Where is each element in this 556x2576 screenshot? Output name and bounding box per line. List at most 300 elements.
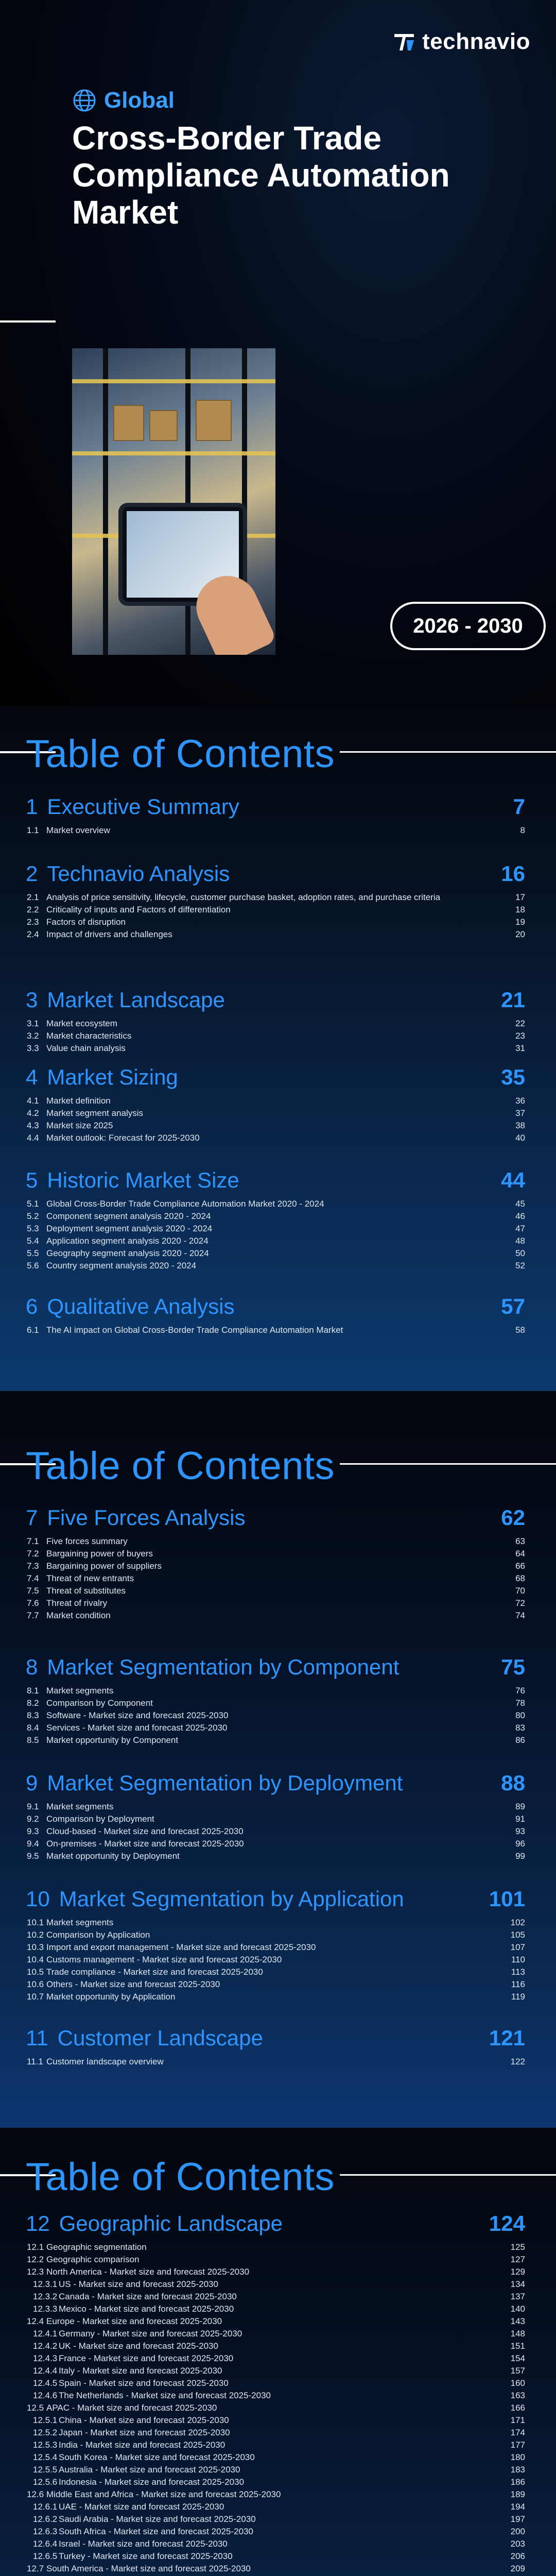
toc-entry-number: 12.4.1 [33, 2329, 58, 2338]
toc-entry-title: Customer landscape overview [46, 2057, 164, 2066]
toc-entry[interactable] [26, 1991, 525, 2003]
toc-chapter-label [26, 1064, 178, 1091]
toc-entry-label [27, 1572, 134, 1585]
toc-entry-number: 8.5 [27, 1735, 39, 1745]
toc-entry-title: Cloud-based - Market size and forecast 2025-2030 [46, 1826, 244, 1836]
toc-entry-label [33, 2291, 237, 2303]
toc-entry-number: 1.1 [27, 825, 39, 835]
toc-entry[interactable] [26, 2291, 525, 2303]
toc-entry[interactable] [26, 2464, 525, 2476]
toc-entry-title: Market condition [46, 1611, 111, 1620]
toc-entry[interactable] [26, 891, 525, 904]
toc-entry-title: US - Market size and forecast 2025-2030 [59, 2279, 218, 2289]
toc-entry[interactable] [26, 1917, 525, 1929]
toc-entry-title: APAC - Market size and forecast 2025-2030 [46, 2403, 217, 2413]
toc-entry-number: 12.6.3 [33, 2527, 58, 2536]
toc-entry-label [27, 1978, 220, 1991]
toc-chapter-heading[interactable] [26, 860, 525, 887]
toc-entry-label [27, 1132, 200, 1144]
toc-entry-number: 12.6.1 [33, 2502, 58, 2512]
toc-entry-label [27, 824, 110, 837]
toc-entry[interactable] [26, 2538, 525, 2550]
toc-entry[interactable] [26, 2451, 525, 2464]
toc-entry-page: 50 [515, 1248, 525, 1258]
toc-entry-title: Threat of new entrants [46, 1573, 134, 1583]
toc-entry-page: 72 [515, 1598, 525, 1608]
toc-chapter-label [26, 793, 239, 820]
toc-entry-label [27, 1941, 316, 1954]
toc-entry-number: 12.6.4 [33, 2539, 58, 2549]
toc-entry-number: 5.5 [27, 1248, 39, 1258]
toc-entry[interactable] [26, 2501, 525, 2513]
toc-entry-title: Germany - Market size and forecast 2025-2030 [59, 2329, 242, 2338]
toc-title: Table of Contents [26, 2155, 335, 2199]
toc-chapter-page: 16 [501, 861, 525, 886]
toc-entry-title: Threat of substitutes [46, 1586, 126, 1596]
toc-entry-label [27, 1838, 244, 1850]
toc-entry-title: Market ecosystem [46, 1019, 117, 1028]
toc-chapter-heading[interactable] [26, 1064, 525, 1091]
toc-entry-number: 12.6 [27, 2489, 44, 2499]
toc-entry-number: 5.6 [27, 1261, 39, 1270]
toc-entry-title: Market opportunity by Component [46, 1735, 179, 1745]
toc-entry-number: 12.4.6 [33, 2391, 58, 2400]
technavio-logo[interactable] [392, 29, 530, 55]
toc-chapter-heading[interactable] [26, 987, 525, 1013]
toc-chapter-heading[interactable] [26, 1504, 525, 1531]
toc-entry[interactable] [26, 1107, 525, 1120]
toc-entry[interactable] [26, 2488, 525, 2501]
toc-title: Table of Contents [26, 732, 335, 776]
toc-entry[interactable] [26, 1095, 525, 1107]
toc-entry-page: 83 [515, 1723, 525, 1733]
toc-entry[interactable] [26, 2550, 525, 2563]
toc-entry[interactable] [26, 1685, 525, 1697]
toc-entry-number: 2.1 [27, 892, 39, 902]
toc-entry-title: Deployment segment analysis 2020 - 2024 [46, 1224, 213, 1233]
toc-entry[interactable] [26, 2414, 525, 2427]
toc-entry-label [33, 2340, 218, 2352]
toc-entry-page: 64 [515, 1549, 525, 1558]
toc-entry-page: 166 [510, 2403, 525, 2413]
toc-entry-number: 10.7 [27, 1992, 44, 2002]
toc-entry-title: Canada - Market size and forecast 2025-2030 [59, 2292, 237, 2301]
toc-chapter-page: 21 [501, 988, 525, 1012]
toc-entry-label [27, 1991, 175, 2003]
toc-entry[interactable] [26, 2402, 525, 2414]
toc-entry[interactable] [26, 2340, 525, 2352]
toc-entry-number: 3.2 [27, 1031, 39, 1041]
toc-chapter-label [26, 987, 225, 1013]
toc-entry-page: 20 [515, 929, 525, 939]
toc-entry-page: 23 [515, 1031, 525, 1041]
toc-entry[interactable] [26, 1548, 525, 1560]
toc-entry[interactable] [26, 2241, 525, 2253]
toc-entry-title: South Korea - Market size and forecast 2025-2030 [59, 2452, 255, 2462]
toc-entry-number: 4.1 [27, 1096, 39, 1106]
globe-icon [72, 88, 97, 113]
toc-entry-label [33, 2538, 228, 2550]
toc-entry-title: Spain - Market size and forecast 2025-2030 [59, 2378, 229, 2388]
toc-entry[interactable] [26, 1941, 525, 1954]
toc-entry[interactable] [26, 2328, 525, 2340]
toc-entry[interactable] [26, 2352, 525, 2365]
toc-entry[interactable] [26, 2439, 525, 2451]
toc-entry[interactable] [26, 2427, 525, 2439]
toc-entry-page: 127 [510, 2255, 525, 2264]
toc-entry[interactable] [26, 1609, 525, 1622]
toc-chapter [26, 1770, 525, 1862]
toc-entry-number: 12.4 [27, 2316, 44, 2326]
toc-entry-page: 110 [511, 1955, 525, 1964]
toc-chapter-heading[interactable] [26, 793, 525, 820]
toc-entry-page: 209 [510, 2564, 525, 2573]
toc-chapter-heading[interactable] [26, 1167, 525, 1194]
toc-chapter-label [26, 2025, 263, 2052]
toc-entry-label [33, 2278, 218, 2291]
toc-entry-number: 10.1 [27, 1918, 44, 1927]
toc-entry[interactable] [26, 1120, 525, 1132]
toc-entry-label [27, 1018, 117, 1030]
heading-rule-right [340, 2174, 556, 2176]
logo-mark-icon [392, 30, 416, 54]
toc-entry[interactable] [26, 1954, 525, 1966]
toc-entry-title: Market definition [46, 1096, 111, 1106]
toc-entry-label [27, 1917, 113, 1929]
toc-chapter-heading[interactable] [26, 1770, 525, 1797]
toc-entry-number: 10.3 [27, 1942, 44, 1952]
toc-entry-label [27, 1722, 228, 1734]
toc-chapter-number: 12 [26, 2211, 50, 2235]
toc-entry[interactable] [26, 1734, 525, 1747]
toc-entry-number: 12.5.1 [33, 2415, 58, 2425]
toc-chapter-title: Technavio Analysis [47, 861, 230, 886]
toc-entry-number: 8.1 [27, 1686, 39, 1696]
toc-entry-number: 5.3 [27, 1224, 39, 1233]
photo-shelf-post [103, 348, 108, 655]
toc-entry-title: Value chain analysis [46, 1043, 126, 1053]
toc-entry[interactable] [26, 1813, 525, 1825]
toc-entry-page: 157 [510, 2366, 525, 2376]
toc-entry-page: 8 [520, 825, 525, 835]
toc-entry-title: South America - Market size and forecast 2025-2030 [46, 2564, 251, 2573]
toc-entry-number: 7.1 [27, 1536, 39, 1546]
toc-chapter-title: Five Forces Analysis [47, 1505, 246, 1530]
toc-entry-label [27, 1042, 126, 1055]
toc-chapter-title: Market Sizing [47, 1065, 178, 1089]
toc-entry-number: 8.3 [27, 1710, 39, 1720]
toc-entry[interactable] [26, 2563, 525, 2575]
toc-entry[interactable] [26, 2389, 525, 2402]
toc-entry-number: 7.7 [27, 1611, 39, 1620]
toc-entry-page: 18 [515, 905, 525, 914]
toc-entry[interactable] [26, 1198, 525, 1210]
toc-entry-title: Threat of rivalry [46, 1598, 108, 1608]
toc-entry[interactable] [26, 1697, 525, 1709]
toc-entry[interactable] [26, 2266, 525, 2278]
toc-chapter-title: Qualitative Analysis [47, 1294, 235, 1318]
toc-entry[interactable] [26, 1132, 525, 1144]
toc-heading [26, 1444, 335, 1488]
toc-chapter [26, 1293, 525, 1336]
toc-entry-title: Component segment analysis 2020 - 2024 [46, 1211, 211, 1221]
toc-entry-label [27, 1247, 209, 1260]
toc-entry[interactable] [26, 1324, 525, 1336]
toc-entry[interactable] [26, 1235, 525, 1247]
toc-entry-label [33, 2352, 233, 2365]
toc-entry-label [33, 2427, 230, 2439]
toc-entry-page: 107 [510, 1942, 525, 1952]
toc-entry[interactable] [26, 824, 525, 837]
toc-entry-title: Geography segment analysis 2020 - 2024 [46, 1248, 209, 1258]
toc-entry[interactable] [26, 1801, 525, 1813]
toc-entry-title: Middle East and Africa - Market size and forecast 2025-2030 [46, 2489, 281, 2499]
toc-entry-title: On-premises - Market size and forecast 2025-2030 [46, 1839, 244, 1849]
toc-entry-label [27, 1210, 211, 1223]
toc-entry-page: 189 [510, 2489, 525, 2499]
toc-chapter-page: 88 [501, 1771, 525, 1795]
toc-entry-label [27, 2315, 222, 2328]
toc-entry-title: UK - Market size and forecast 2025-2030 [59, 2341, 218, 2351]
toc-entry-title: Turkey - Market size and forecast 2025-2030 [59, 2551, 233, 2561]
toc-entry[interactable] [26, 2315, 525, 2328]
photo-shelf-post [185, 348, 190, 655]
toc-entry-number: 7.4 [27, 1573, 39, 1583]
cover-page [0, 0, 556, 706]
toc-entry[interactable] [26, 1535, 525, 1548]
toc-entry[interactable] [26, 1838, 525, 1850]
toc-entry[interactable] [26, 1978, 525, 1991]
toc-entry-page: 148 [510, 2329, 525, 2338]
toc-entry-page: 47 [515, 1224, 525, 1233]
toc-entry-number: 12.5.5 [33, 2465, 58, 2475]
toc-entry-page: 203 [510, 2539, 525, 2549]
toc-entry-title: Trade compliance - Market size and forecast 2025-2030 [46, 1967, 263, 1977]
toc-entry[interactable] [26, 1825, 525, 1838]
toc-entry-number: 2.3 [27, 917, 39, 927]
toc-chapter-title: Executive Summary [47, 794, 239, 819]
toc-entry[interactable] [26, 1929, 525, 1941]
toc-entry-page: 46 [515, 1211, 525, 1221]
toc-entry-number: 3.3 [27, 1043, 39, 1053]
photo-shelf [72, 451, 275, 455]
toc-entry-label [33, 2377, 229, 2389]
toc-entry-title: Market overview [46, 825, 110, 835]
toc-entry-title: South Africa - Market size and forecast 2025-2030 [59, 2527, 253, 2536]
toc-chapter-heading[interactable] [26, 2210, 525, 2237]
toc-entry-number: 4.4 [27, 1133, 39, 1143]
toc-entry[interactable] [26, 1966, 525, 1978]
toc-entry-number: 5.1 [27, 1199, 39, 1209]
toc-chapter-page: 62 [501, 1505, 525, 1530]
toc-entry-label [27, 916, 126, 928]
toc-entry-page: 171 [510, 2415, 525, 2425]
toc-chapter-page: 121 [489, 2026, 525, 2050]
toc-entry-page: 129 [510, 2267, 525, 2277]
toc-entry[interactable] [26, 1223, 525, 1235]
toc-chapter-heading[interactable] [26, 1293, 525, 1320]
toc-entry[interactable] [26, 1042, 525, 1055]
toc-chapter-page: 44 [501, 1168, 525, 1192]
toc-chapter-number: 8 [26, 1655, 38, 1679]
toc-entry-page: 160 [510, 2378, 525, 2388]
toc-entry-page: 180 [510, 2452, 525, 2462]
toc-entry-label [33, 2389, 271, 2402]
toc-entry-number: 12.3.3 [33, 2304, 58, 2314]
toc-entry-label [27, 1966, 263, 1978]
toc-entry-page: 183 [510, 2465, 525, 2475]
toc-entry[interactable] [26, 928, 525, 941]
toc-entry-title: Israel - Market size and forecast 2025-2030 [59, 2539, 228, 2549]
brand-name: technavio [422, 29, 530, 54]
toc-entry[interactable] [26, 2278, 525, 2291]
toc-entry-number: 10.4 [27, 1955, 44, 1964]
toc-entry-label [33, 2365, 222, 2377]
toc-entry-label [27, 1801, 113, 1813]
toc-entry-number: 12.5.6 [33, 2477, 58, 2487]
toc-entry[interactable] [26, 1709, 525, 1722]
toc-entry-page: 37 [515, 1108, 525, 1118]
toc-entry-title: Italy - Market size and forecast 2025-2030 [59, 2366, 222, 2376]
toc-entry-label [33, 2476, 244, 2488]
toc-chapter-entries [26, 2056, 525, 2068]
toc-entry-page: 38 [515, 1121, 525, 1130]
toc-entry[interactable] [26, 1572, 525, 1585]
toc-entry-number: 12.5.4 [33, 2452, 58, 2462]
toc-entry[interactable] [26, 1030, 525, 1042]
toc-entry-title: China - Market size and forecast 2025-2030 [59, 2415, 229, 2425]
toc-entry-title: Services - Market size and forecast 2025-2030 [46, 1723, 228, 1733]
toc-entry-number: 12.4.5 [33, 2378, 58, 2388]
toc-entry-label [27, 1850, 180, 1862]
toc-entry-title: The AI impact on Global Cross-Border Trade Compliance Automation Market [46, 1325, 343, 1335]
toc-entry-title: Australia - Market size and forecast 2025-2030 [59, 2465, 240, 2475]
toc-chapter-label [26, 1770, 403, 1797]
toc-entry-label [27, 1198, 324, 1210]
toc-entry-label [27, 904, 231, 916]
toc-entry-page: 19 [515, 917, 525, 927]
toc-entry-number: 4.2 [27, 1108, 39, 1118]
toc-entry[interactable] [26, 1018, 525, 1030]
toc-chapter-entries [26, 1917, 525, 2003]
toc-entry-title: Market segments [46, 1918, 114, 1927]
toc-entry[interactable] [26, 1210, 525, 1223]
toc-entry[interactable] [26, 916, 525, 928]
toc-entry[interactable] [26, 1247, 525, 1260]
toc-entry[interactable] [26, 2476, 525, 2488]
toc-entry[interactable] [26, 1585, 525, 1597]
toc-entry-title: UAE - Market size and forecast 2025-2030 [59, 2502, 224, 2512]
toc-entry-label [27, 2241, 147, 2253]
forecast-years-badge: 2026 - 2030 [390, 602, 546, 650]
toc-entry[interactable] [26, 1260, 525, 1272]
toc-entry-number: 12.3.1 [33, 2279, 58, 2289]
toc-entry-title: Analysis of price sensitivity, lifecycle, customer purchase basket, adoption rates, and purchase criteria [46, 892, 441, 902]
toc-chapter-number: 3 [26, 988, 38, 1012]
toc-entry-number: 2.4 [27, 929, 39, 939]
toc-entry-page: 93 [515, 1826, 525, 1836]
toc-entry[interactable] [26, 904, 525, 916]
toc-entry[interactable] [26, 2526, 525, 2538]
toc-entry-title: Europe - Market size and forecast 2025-2030 [46, 2316, 222, 2326]
toc-entry-page: 174 [510, 2428, 525, 2437]
toc-chapter-number: 7 [26, 1505, 38, 1530]
toc-entry-number: 7.6 [27, 1598, 39, 1608]
toc-entry-page: 96 [515, 1839, 525, 1849]
toc-chapter-heading[interactable] [26, 1654, 525, 1681]
toc-entry-label [33, 2550, 233, 2563]
toc-entry-label [27, 1954, 282, 1966]
toc-entry-page: 113 [511, 1967, 525, 1977]
toc-entry-page: 206 [510, 2551, 525, 2561]
toc-entry-label [27, 2056, 164, 2068]
toc-page-1 [0, 706, 556, 1391]
toc-entry[interactable] [26, 2056, 525, 2068]
toc-entry-label [33, 2303, 234, 2315]
toc-entry[interactable] [26, 1560, 525, 1572]
toc-entry-page: 89 [515, 1802, 525, 1811]
toc-entry-label [27, 1535, 128, 1548]
toc-entry[interactable] [26, 1597, 525, 1609]
toc-entry-number: 2.2 [27, 905, 39, 914]
toc-entry[interactable] [26, 2253, 525, 2266]
toc-entry[interactable] [26, 2377, 525, 2389]
toc-chapter-entries [26, 1535, 525, 1622]
heading-rule-right [340, 751, 556, 753]
toc-entry-page: 122 [510, 2057, 525, 2066]
cover-divider [0, 320, 56, 323]
toc-entry[interactable] [26, 2365, 525, 2377]
toc-entry[interactable] [26, 1850, 525, 1862]
toc-chapter-entries [26, 1198, 525, 1272]
toc-entry-page: 125 [510, 2242, 525, 2252]
toc-chapter [26, 2210, 525, 2576]
toc-entry-label [27, 1929, 150, 1941]
toc-entry-label [27, 1697, 153, 1709]
toc-chapter-label [26, 1167, 239, 1194]
toc-entry-page: 154 [510, 2353, 525, 2363]
toc-entry-number: 7.5 [27, 1586, 39, 1596]
toc-entry[interactable] [26, 2513, 525, 2526]
toc-chapter-label [26, 860, 230, 887]
toc-entry-page: 40 [515, 1133, 525, 1143]
toc-chapter-entries [26, 824, 525, 837]
toc-entry-page: 52 [515, 1261, 525, 1270]
toc-entry-title: Market segments [46, 1802, 114, 1811]
toc-entry-label [27, 1120, 113, 1132]
toc-entry-number: 12.1 [27, 2242, 44, 2252]
report-title: Cross-Border Trade Compliance Automation Market [72, 120, 450, 231]
toc-chapter-label [26, 2210, 283, 2237]
toc-chapter-heading[interactable] [26, 1886, 525, 1912]
toc-entry-title: Comparison by Deployment [46, 1814, 154, 1824]
toc-entry-label [33, 2526, 253, 2538]
cover-scope-label: Global [104, 88, 175, 113]
toc-entry-page: 76 [515, 1686, 525, 1696]
toc-entry-label [27, 1709, 228, 1722]
toc-entry-label [27, 1560, 162, 1572]
toc-entry-label [33, 2501, 224, 2513]
toc-chapter-page: 101 [489, 1887, 525, 1911]
toc-entry-label [27, 1548, 153, 1560]
toc-chapter [26, 2025, 525, 2068]
toc-entry[interactable] [26, 2303, 525, 2315]
toc-entry-page: 194 [510, 2502, 525, 2512]
toc-chapter-heading[interactable] [26, 2025, 525, 2052]
toc-entry-title: Indonesia - Market size and forecast 2025-2030 [59, 2477, 245, 2487]
toc-entry-number: 12.3 [27, 2267, 44, 2277]
toc-entry[interactable] [26, 1722, 525, 1734]
